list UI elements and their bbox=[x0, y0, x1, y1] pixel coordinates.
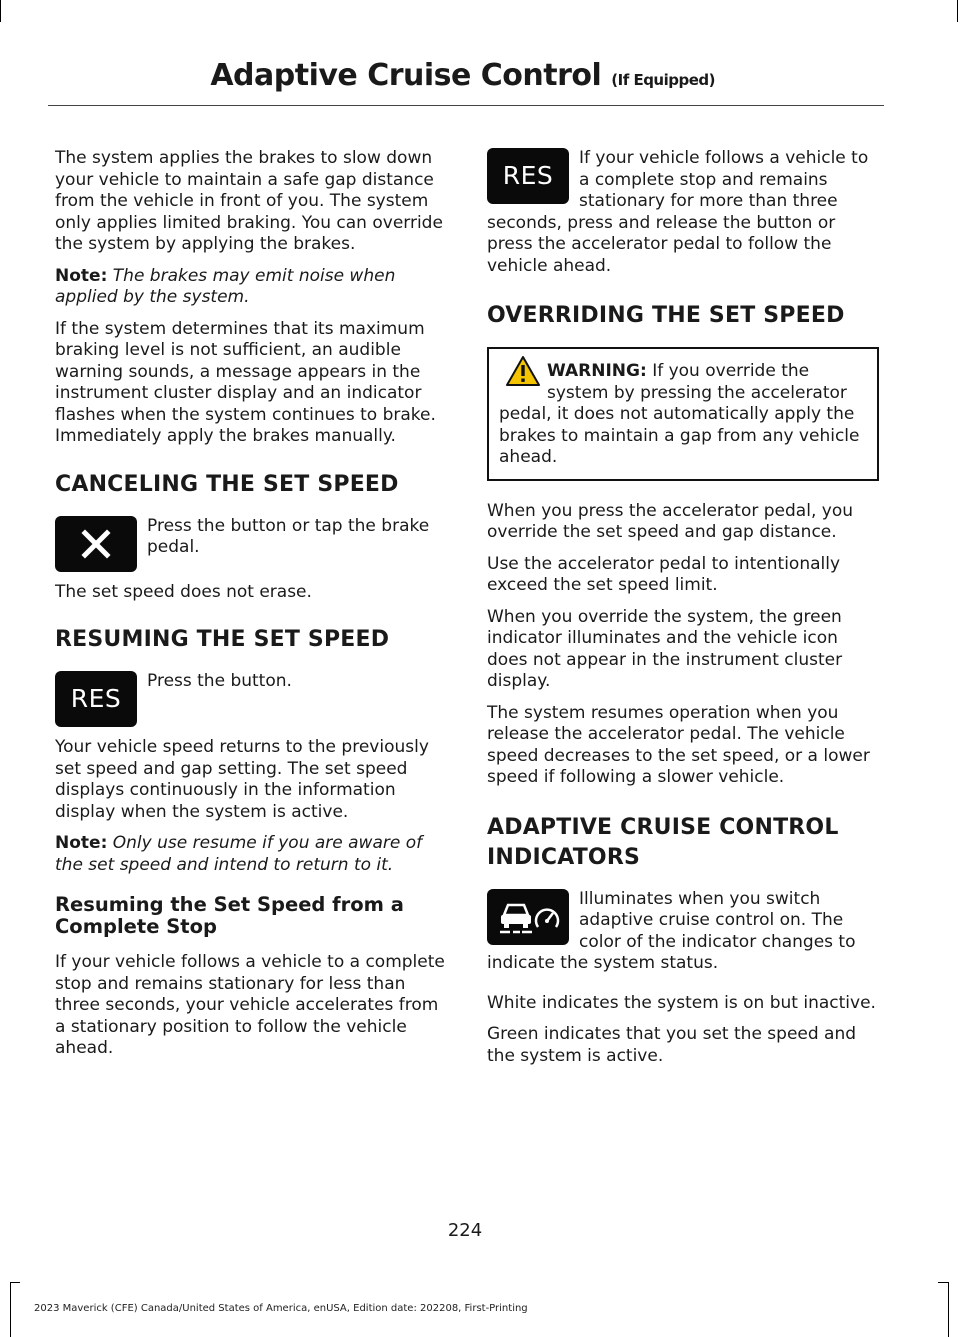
section-heading-cancel: CANCELING THE SET SPEED bbox=[55, 471, 399, 497]
res-icon-label: RES bbox=[70, 684, 122, 714]
heading-line-1: ADAPTIVE CRUISE CONTROL bbox=[487, 814, 839, 840]
acc-indicator-icon bbox=[487, 889, 569, 945]
paragraph: Green indicates that you set the speed and the system is active. bbox=[487, 1024, 857, 1066]
res-instruction bbox=[487, 148, 879, 277]
resume-text: Press the button. bbox=[147, 671, 292, 691]
section-heading-indicators bbox=[487, 813, 879, 873]
note-text: The brakes may emit noise when applied by the system. bbox=[55, 265, 396, 307]
warning-label: WARNING: bbox=[547, 361, 647, 381]
crop-mark bbox=[948, 1282, 949, 1337]
res-button-icon bbox=[487, 148, 569, 204]
page-header-title bbox=[210, 58, 715, 93]
header-divider bbox=[48, 105, 884, 106]
note bbox=[55, 266, 447, 309]
indicator-text: Illuminates when you switch adaptive cruise control on. The color of the indicator changes to indicate the system status. bbox=[487, 888, 856, 973]
note-text: Only use resume if you are aware of the set speed and intend to return to it. bbox=[55, 833, 423, 875]
paragraph: White indicates the system is on but inactive. bbox=[487, 992, 876, 1013]
footer-text: 2023 Maverick (CFE) Canada/United States of America, enUSA, Edition date: 202208, First-Printing bbox=[34, 1303, 528, 1314]
resume-instruction bbox=[55, 671, 447, 727]
warning-text: If you override the system by pressing the accelerator pedal, it does not automatically apply the brakes to maintain a gap from any vehicle ahead. bbox=[499, 361, 860, 467]
warning-box bbox=[487, 347, 879, 481]
crop-mark bbox=[10, 1282, 20, 1283]
crop-mark bbox=[0, 0, 1, 22]
paragraph: The set speed does not erase. bbox=[55, 581, 312, 602]
crop-mark bbox=[10, 1282, 11, 1337]
note bbox=[55, 833, 447, 876]
crop-mark bbox=[938, 1282, 948, 1283]
left-column bbox=[55, 148, 447, 1070]
paragraph: If your vehicle follows a vehicle to a complete stop and remains stationary for less than three seconds, your vehicle accelerates from a stationary position to follow the vehicle ahead. bbox=[55, 952, 445, 1058]
paragraph: When you override the system, the green indicator illuminates and the vehicle icon does not appear in the instrument cluster display. bbox=[487, 606, 843, 691]
crop-mark bbox=[957, 0, 958, 22]
res-button-icon bbox=[55, 671, 137, 727]
paragraph: If the system determines that its maximum braking level is not sufficient, an audible warning sounds, a message appears in the instrument cluster display and an indicator flashes when the system continues to brake. Immediately apply the brakes manually. bbox=[55, 318, 436, 446]
section-heading-resume: RESUMING THE SET SPEED bbox=[55, 627, 390, 652]
section-heading-override: OVERRIDING THE SET SPEED bbox=[487, 303, 845, 328]
adaptive-cruise-icon bbox=[496, 895, 560, 939]
subsection-heading: Resuming the Set Speed from a Complete Stop bbox=[55, 893, 404, 938]
paragraph: Your vehicle speed returns to the previously set speed and gap setting. The set speed displays continuously in the information display when the system is active. bbox=[55, 737, 429, 822]
right-column bbox=[487, 148, 879, 1077]
cancel-instruction bbox=[55, 516, 447, 572]
paragraph: The system applies the brakes to slow down your vehicle to maintain a safe gap distance from the vehicle in front of you. The system only applies limited braking. You can override the system by applying the brakes. bbox=[55, 148, 443, 254]
res-text: If your vehicle follows a vehicle to a complete stop and remains stationary for more than three seconds, press and release the button or press the accelerator pedal to follow the vehicle ahead. bbox=[487, 148, 869, 276]
warning-icon bbox=[505, 355, 541, 387]
cancel-text: Press the button or tap the brake pedal. bbox=[147, 515, 430, 557]
page-number: 224 bbox=[447, 1220, 483, 1241]
cancel-button-icon bbox=[55, 516, 137, 572]
paragraph: The system resumes operation when you release the accelerator pedal. The vehicle speed decreases to the set speed, or a lower speed if following a slower vehicle. bbox=[487, 702, 870, 787]
header-subtitle: (If Equipped) bbox=[611, 71, 715, 89]
paragraph: Use the accelerator pedal to intentionally exceed the set speed limit. bbox=[487, 553, 841, 595]
paragraph: When you press the accelerator pedal, you override the set speed and gap distance. bbox=[487, 500, 853, 542]
close-icon bbox=[79, 527, 113, 561]
heading-line-2: INDICATORS bbox=[487, 844, 641, 870]
note-label: Note: bbox=[55, 265, 108, 286]
res-icon-label: RES bbox=[502, 161, 554, 191]
header-title-text: Adaptive Cruise Control bbox=[210, 58, 602, 93]
indicator-instruction bbox=[487, 889, 879, 975]
note-label: Note: bbox=[55, 833, 108, 853]
